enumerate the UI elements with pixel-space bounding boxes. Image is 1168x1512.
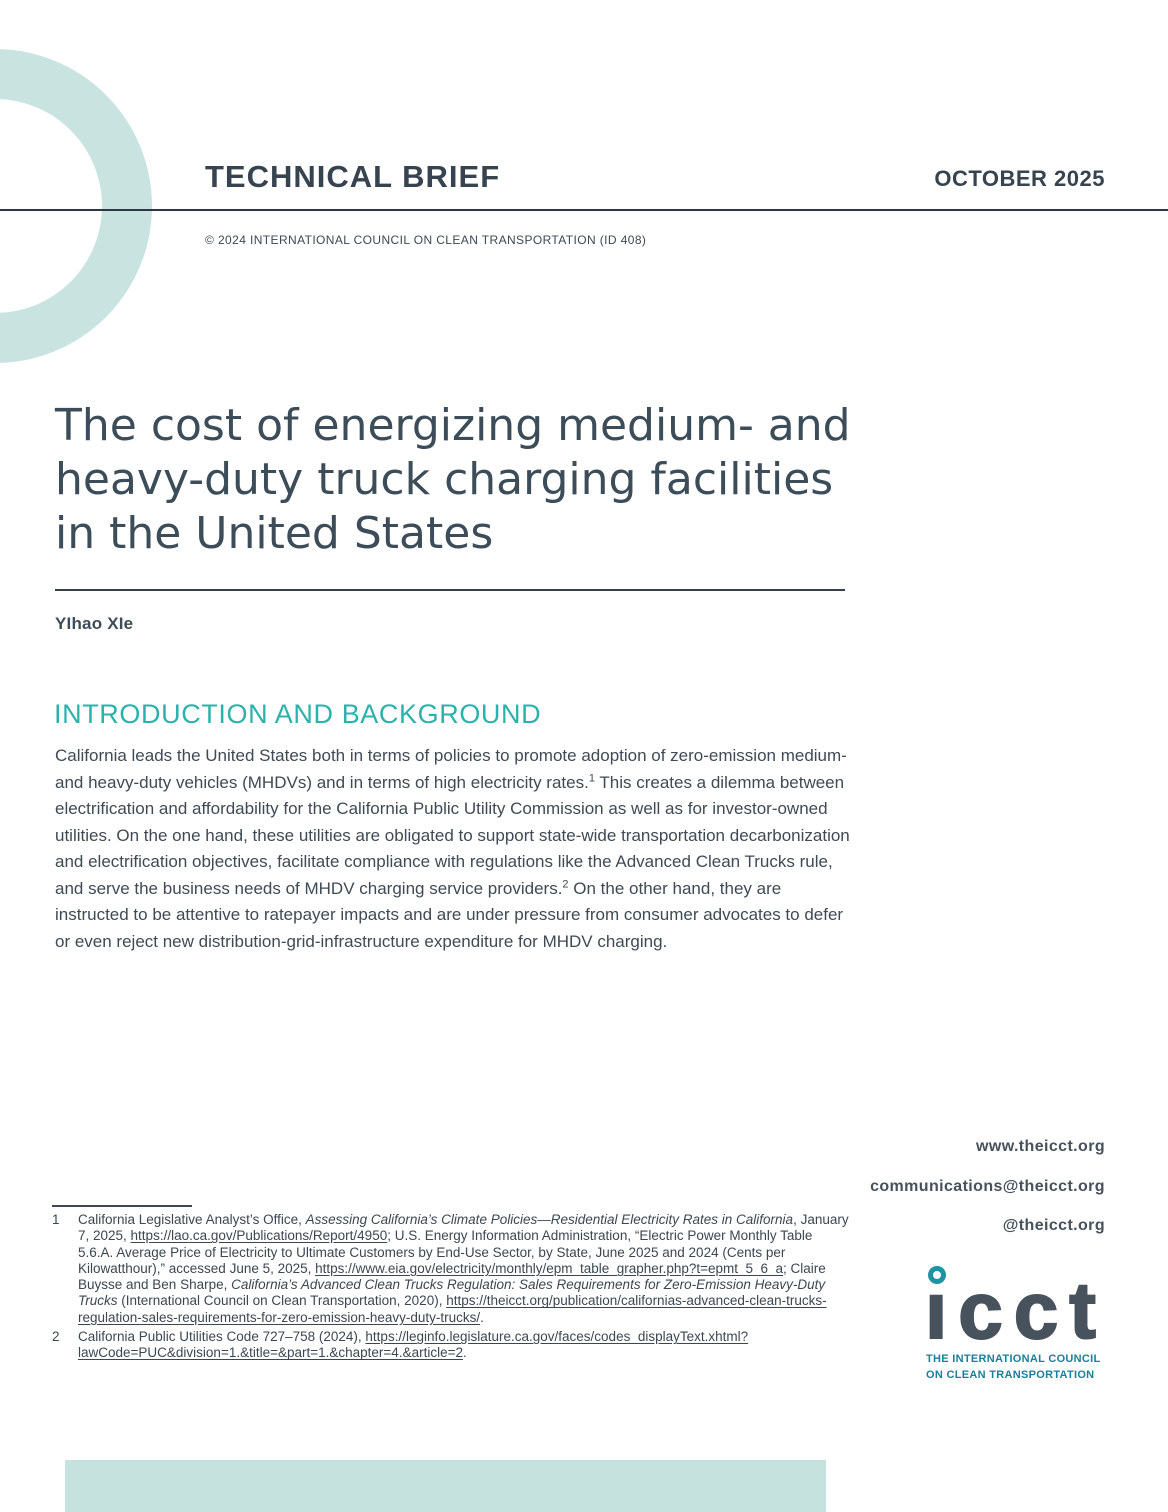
decorative-footer-bar <box>65 1460 826 1512</box>
footnote-text <box>78 1329 850 1362</box>
social-handle-link[interactable]: @theicct.org <box>1002 1217 1105 1234</box>
icct-tagline <box>926 1352 1101 1383</box>
footnote-title-italic: California’s Advanced Clean Trucks Regulation: Sales Requirements for Zero-Emission Heavy-Duty Trucks <box>78 1277 826 1309</box>
footnote-2 <box>52 1329 850 1362</box>
title-divider <box>55 589 845 591</box>
email-link[interactable]: communications@theicct.org <box>870 1178 1105 1195</box>
footnote-segment: California Public Utilities Code 727–758 (2024), <box>78 1329 366 1345</box>
footnote-url-link[interactable]: https://www.eia.gov/electricity/monthly/epm_table_grapher.php?t=epmt_5_6_a <box>315 1260 784 1276</box>
footnote-1 <box>52 1212 850 1326</box>
footnote-segment: . <box>480 1309 484 1325</box>
footnote-segment: ; Claire Buysse and Ben Sharpe, <box>78 1260 826 1293</box>
footnote-divider <box>52 1205 192 1207</box>
footnote-number: 2 <box>52 1329 60 1345</box>
footnote-url-link[interactable]: https://leginfo.legislature.ca.gov/faces/codes_displayText.xhtml?lawCode=PUC&division=1.&title=&part=1.&chapter=4.&article=2 <box>78 1329 749 1361</box>
icct-logo <box>925 1258 1110 1388</box>
paragraph-text: On the other hand, they are instructed to be attentive to ratepayer impacts and are under pressure from consumer advocates to defer or even reject new distribution-grid-infrastructure expenditure for MHDV charging. <box>55 878 844 951</box>
footnote-text <box>78 1212 850 1326</box>
page-title: The cost of energizing medium- and heavy-duty truck charging facilities in the United States <box>55 400 851 559</box>
icct-wordmark: ıcct <box>925 1266 1107 1355</box>
footnote-ref-2: 2 <box>562 877 569 890</box>
issue-date: OCTOBER 2025 <box>934 166 1105 191</box>
footnote-segment: California Legislative Analyst’s Office, <box>78 1212 306 1227</box>
footnote-url-link[interactable]: https://theicct.org/publication/californias-advanced-clean-trucks-regulation-sales-requirements-for-zero-emission-heavy-duty-trucks/ <box>78 1293 827 1325</box>
decorative-arc <box>0 49 152 363</box>
author-name: YIhao XIe <box>55 614 134 633</box>
paragraph-text: California leads the United States both in terms of policies to promote adoption of zero-emission medium- and heavy-duty vehicles (MHDVs) and in terms of high electricity rates. <box>55 746 847 792</box>
footnotes <box>52 1212 850 1365</box>
footnote-number: 1 <box>52 1212 60 1227</box>
document-type-label: TECHNICAL BRIEF <box>205 159 501 194</box>
paragraph-text: This creates a dilemma between electrification and affordability for the California Public Utility Commission as well as for investor-owned utilities. On the one hand, these utilities are obligated to support state-wide transportation decarbonization and electrification objectives, facilitate compliance with regulations like the Advanced Clean Trucks rule, and serve the business needs of MHDV charging service providers. <box>55 772 850 898</box>
section-heading-introduction: INTRODUCTION AND BACKGROUND <box>54 699 542 729</box>
footnote-ref-1: 1 <box>588 771 595 784</box>
header-divider <box>0 209 1168 211</box>
footnote-url-link[interactable]: https://lao.ca.gov/Publications/Report/4950 <box>130 1228 388 1244</box>
icct-tagline-line1: THE INTERNATIONAL COUNCIL <box>926 1353 1101 1365</box>
footnote-segment: . <box>462 1345 467 1361</box>
footnote-segment: ; U.S. Energy Information Administration, “Electric Power Monthly Table 5.6.A. Average Price of Electricity to Ultimate Customers by End-Use Sector, by State, June 2025 and 2024 (Cents per Kilowatthour),” accessed June 5, 2025, <box>78 1228 813 1276</box>
footnote-title-italic: Assessing California’s Climate Policies—Residential Electricity Rates in California <box>305 1212 794 1227</box>
copyright-line: © 2024 INTERNATIONAL COUNCIL ON CLEAN TRANSPORTATION (ID 408) <box>205 233 647 247</box>
footnote-segment: , January 7, 2025, <box>78 1212 849 1244</box>
icct-tagline-line2: ON CLEAN TRANSPORTATION <box>926 1368 1095 1381</box>
intro-paragraph <box>55 743 850 955</box>
footnote-segment: (International Council on Clean Transportation, 2020), <box>117 1293 447 1309</box>
website-link[interactable]: www.theicct.org <box>976 1138 1105 1155</box>
